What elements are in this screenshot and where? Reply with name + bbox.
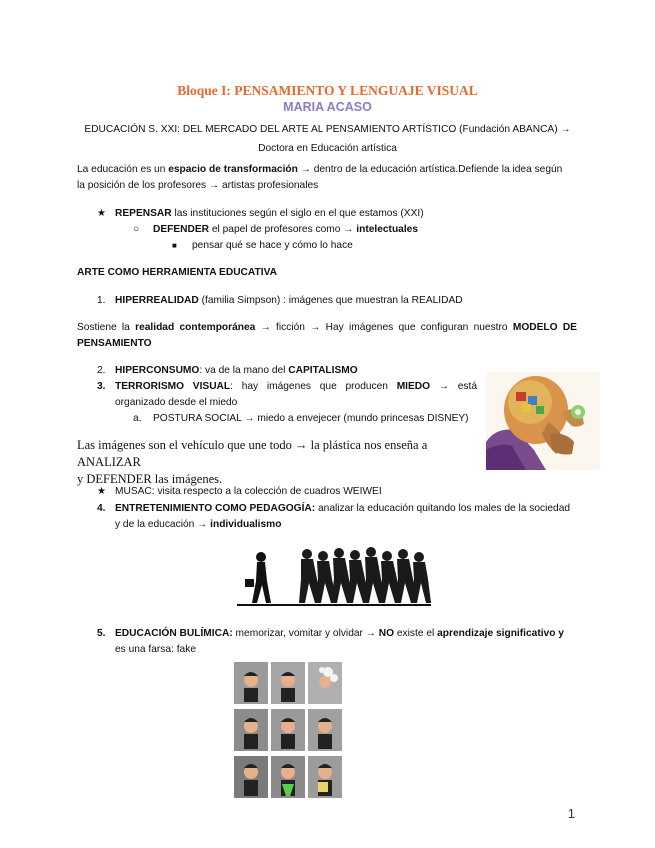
subtitle-line-1: EDUCACIÓN S. XXI: DEL MERCADO DEL ARTE AL PENSAMIENTO ARTÍSTICO (Fundación ABANCA) → [84, 124, 571, 135]
item-line-2-bold: individualismo [210, 519, 282, 530]
circle-bullet-icon: ○ [133, 224, 140, 235]
item-number: 5. [97, 628, 106, 639]
item-line-2: es una farsa: fake [115, 644, 196, 655]
item-bold-2: MIEDO [396, 381, 431, 392]
item-text: analizar la educación quitando los males de la sociedad [315, 503, 571, 514]
item-bold: HIPERCONSUMO [115, 365, 200, 376]
bullet-bold: DEFENDER [153, 224, 210, 235]
bullet-level-3 [172, 238, 353, 254]
head-puzzle-image [486, 372, 600, 470]
item-number: 3. [97, 381, 106, 392]
item-bold: TERRORISMO VISUAL [115, 381, 231, 392]
item-bold: HIPERREALIDAD [115, 295, 199, 306]
intro-bold-1: espacio de transformación [168, 164, 298, 175]
star-bullet-icon: ★ [97, 208, 107, 219]
list-item-3 [97, 379, 477, 411]
list-item-3a [133, 411, 469, 427]
item-text-2: existe el [394, 628, 438, 639]
intro-text-1: La educación es un [77, 164, 169, 175]
item-number: 1. [97, 295, 106, 306]
subtitle [80, 120, 575, 158]
page-title: Bloque I: PENSAMIENTO Y LENGUAJE VISUAL [177, 83, 478, 98]
intro-paragraph [77, 162, 579, 194]
bullet-text: el papel de profesores como → [209, 224, 357, 235]
square-bullet-icon: ■ [172, 241, 177, 250]
list-item-2 [97, 363, 358, 379]
item-bold: EDUCACIÓN BULÍMICA: [115, 628, 233, 639]
page-number: 1 [567, 806, 575, 821]
serif-line-2: y DEFENDER las imágenes. [77, 472, 223, 486]
item-bold-2: NO [378, 628, 395, 639]
bullet-level-1 [97, 206, 424, 222]
list-item-4 [97, 501, 577, 533]
subtitle-line-2: Doctora en Educación artística [258, 143, 397, 154]
p2-bold-1: realidad contemporánea [135, 322, 256, 333]
p2-bold-2: MODELO DE [512, 322, 577, 333]
intro-text-2: → dentro de la educación artística.Defiende la idea según [297, 164, 563, 175]
item-text: : hay imágenes que producen [230, 381, 397, 392]
item-text: memorizar, vomitar y olvidar → [232, 628, 379, 639]
musac-bullet [97, 484, 382, 500]
bullet-text: MUSAC: visita respecto a la colección de cuadros WEIWEI [115, 486, 382, 497]
list-item-5 [97, 626, 577, 658]
bullet-text: las instituciones según el siglo en el que estamos (XXI) [171, 208, 424, 219]
p2-text-2: → ficción → Hay imágenes que configuran nuestro [255, 322, 513, 333]
paragraph-2 [77, 320, 577, 352]
bullet-bold: REPENSAR [115, 208, 172, 219]
walking-silhouettes-image [237, 547, 431, 607]
serif-line-1: Las imágenes son el vehículo que une todo → la plástica nos enseña a ANALIZAR [77, 438, 428, 469]
item-number: 4. [97, 503, 106, 514]
bullet-text: pensar qué se hace y cómo lo hace [192, 240, 353, 251]
p2-text-1: Sostiene la [77, 322, 136, 333]
item-letter: a. [133, 413, 142, 424]
item-line-2: y de la educación → [115, 519, 211, 530]
serif-paragraph [77, 437, 477, 488]
item-bold-2: CAPITALISMO [288, 365, 358, 376]
item-bold: ENTRETENIMIENTO COMO PEDAGOGÍA: [115, 503, 316, 514]
author-name: MARIA ACASO [283, 100, 372, 114]
p2-line-2: PENSAMIENTO [77, 338, 152, 349]
item-bold-3: aprendizaje significativo y [437, 628, 564, 639]
list-item-1 [97, 293, 463, 309]
star-bullet-icon: ★ [97, 486, 107, 497]
section-heading: ARTE COMO HERRAMIENTA EDUCATIVA [77, 267, 277, 278]
item-text: POSTURA SOCIAL → miedo a envejecer (mundo princesas DISNEY) [153, 413, 469, 424]
bullet-bold-2: intelectuales [356, 224, 418, 235]
intro-line-2: la posición de los profesores → artistas profesionales [77, 180, 319, 191]
item-text: (familia Simpson) : imágenes que muestran la REALIDAD [198, 295, 463, 306]
bullet-level-2 [133, 222, 418, 238]
item-text-2: → está [430, 381, 477, 392]
item-number: 2. [97, 365, 106, 376]
item-text: : va de la mano del [199, 365, 289, 376]
comic-grid-image [232, 660, 344, 800]
item-line-2: organizado desde el miedo [115, 397, 238, 408]
